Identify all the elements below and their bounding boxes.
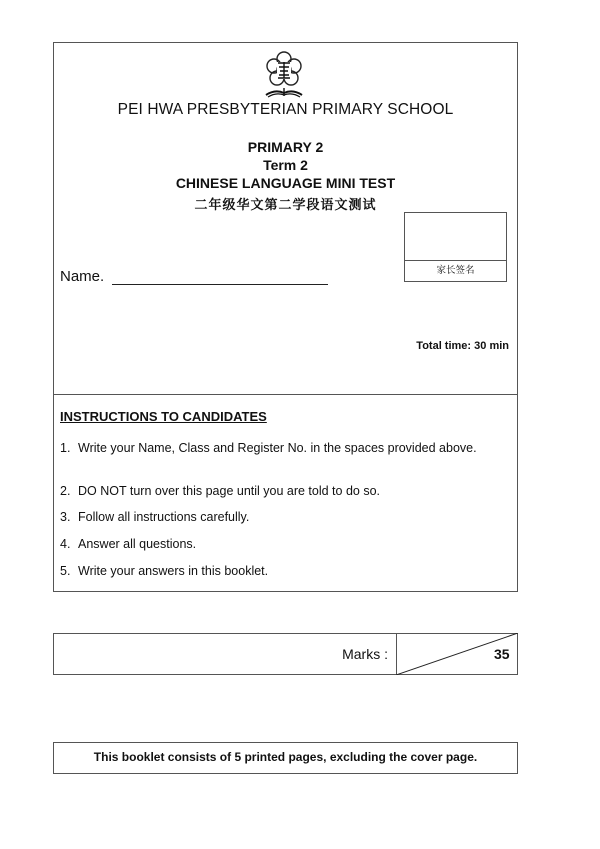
instruction-text: Write your answers in this booklet. <box>78 564 269 578</box>
instruction-number: 3. <box>60 510 71 524</box>
instruction-text: Answer all questions. <box>78 537 197 551</box>
level-heading: PRIMARY 2 <box>247 139 324 155</box>
parent-signature-label: 家长签名 <box>436 265 475 276</box>
test-title: CHINESE LANGUAGE MINI TEST <box>175 175 396 191</box>
section-divider <box>53 394 518 395</box>
instruction-number: 4. <box>60 537 71 551</box>
school-crest-icon <box>258 48 310 102</box>
instruction-number: 5. <box>60 564 71 578</box>
instruction-item <box>60 536 500 552</box>
marks-total: 35 <box>494 646 510 662</box>
total-time: Total time: 30 min <box>416 340 509 352</box>
instruction-text: Write your Name, Class and Register No. in the spaces provided above. <box>78 441 477 455</box>
instruction-item <box>60 483 500 499</box>
instruction-text: DO NOT turn over this page until you are told to do so. <box>78 484 381 498</box>
name-label: Name. <box>60 268 105 285</box>
instruction-item <box>60 440 500 456</box>
footer-note: This booklet consists of 5 printed pages, excluding the cover page. <box>93 750 478 764</box>
instruction-item <box>60 563 500 579</box>
parent-signature-box[interactable] <box>404 212 507 282</box>
instructions-heading: INSTRUCTIONS TO CANDIDATES <box>60 409 267 424</box>
signature-divider <box>405 260 506 261</box>
instruction-number: 1. <box>60 441 71 455</box>
instruction-item <box>60 509 500 525</box>
term-heading: Term 2 <box>263 157 308 173</box>
marks-label: Marks : <box>342 646 388 662</box>
instruction-text: Follow all instructions carefully. <box>78 510 250 524</box>
test-title-chinese: 二年级华文第二学段语文测试 <box>194 198 377 213</box>
instruction-number: 2. <box>60 484 71 498</box>
name-input-line[interactable] <box>112 284 328 285</box>
school-name: PEI HWA PRESBYTERIAN PRIMARY SCHOOL <box>117 101 454 118</box>
